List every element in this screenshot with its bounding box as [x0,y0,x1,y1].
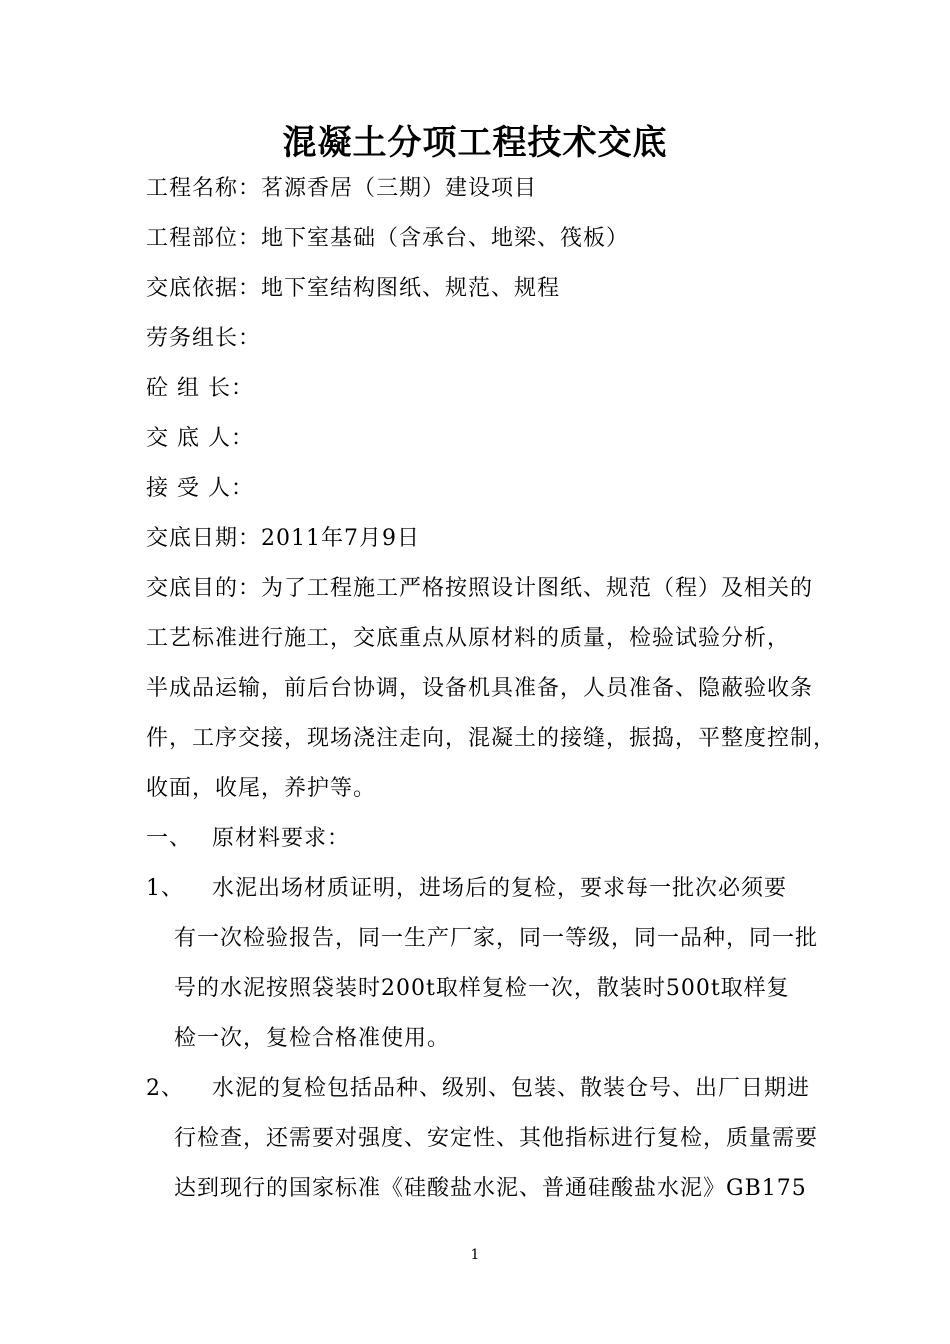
field-date: 交底日期：2011年7月9日 [146,526,420,551]
field-project-name: 工程名称：茗源香居（三期）建设项目 [146,176,538,201]
item-continuation: 号的水泥按照袋装时200t取样复检一次，散装时500t取样复 [174,976,790,1001]
item-continuation: 行检查，还需要对强度、安定性、其他指标进行复检，质量需要 [174,1126,819,1151]
list-item [146,1072,810,1106]
item-continuation: 检一次，复检合格准使用。 [174,1026,451,1051]
field-basis: 交底依据：地下室结构图纸、规范、规程 [146,276,561,301]
field-briefer: 交 底 人： [146,426,254,451]
page-number: 1 [470,1247,480,1263]
item-continuation: 有一次检验报告，同一生产厂家，同一等级，同一品种，同一批 [174,926,819,951]
purpose-line: 收面，收尾，养护等。 [146,776,377,801]
field-concrete-leader: 砼 组 长： [146,376,254,401]
purpose-line: 工艺标准进行施工，交底重点从原材料的质量，检验试验分析， [146,626,791,651]
purpose-line: 交底目的：为了工程施工严格按照设计图纸、规范（程）及相关的 [146,576,814,601]
item-continuation: 达到现行的国家标准《硅酸盐水泥、普通硅酸盐水泥》GB175 [174,1176,807,1201]
field-receiver: 接 受 人： [146,476,254,501]
document-title: 混凝土分项工程技术交底 [282,123,668,163]
section-title: 原材料要求： [212,826,351,851]
item-text: 水泥的复检包括品种、级别、包装、散装仓号、出厂日期进 [212,1076,811,1101]
field-labor-leader: 劳务组长： [146,326,262,351]
purpose-line: 件，工序交接，现场浇注走向，混凝土的接缝，振捣，平整度控制， [146,726,837,751]
item-number: 1、 [146,876,184,901]
list-item [146,872,787,906]
section-heading [146,822,350,856]
section-number: 一、 [146,826,193,851]
purpose-line: 半成品运输，前后台协调，设备机具准备，人员准备、隐蔽验收条 [146,676,814,701]
field-project-location: 工程部位：地下室基础（含承台、地梁、筏板） [146,226,630,251]
item-text: 水泥出场材质证明，进场后的复检，要求每一批次必须要 [212,876,788,901]
item-number: 2、 [146,1076,184,1101]
